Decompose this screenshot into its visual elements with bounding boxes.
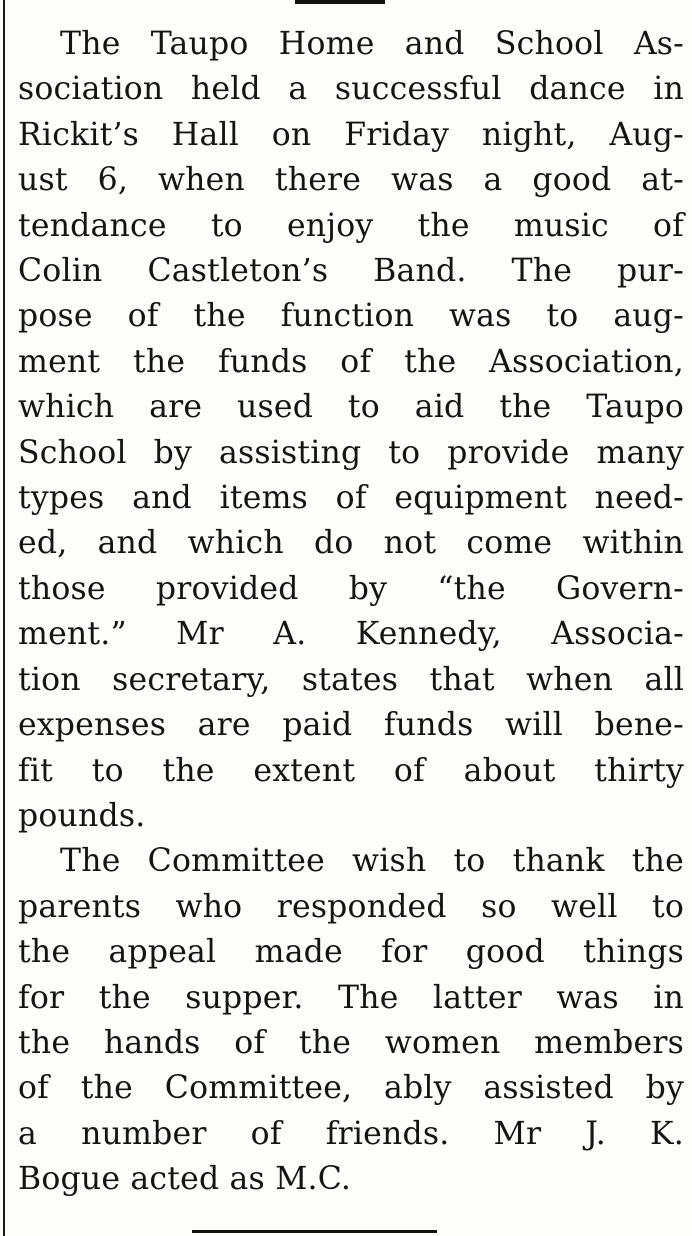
article-body: [18, 22, 684, 1203]
text-line: School by assisting to provide many: [18, 434, 684, 471]
text-line: Rickit’s Hall on Friday night, Aug-: [18, 116, 684, 153]
bottom-separator-rule: [192, 1230, 437, 1233]
text-line: pose of the function was to aug-: [18, 298, 684, 335]
column-rule: [3, 0, 5, 1236]
text-line: those provided by “the Govern-: [18, 570, 684, 607]
text-line: for the supper. The latter was in: [18, 979, 684, 1016]
text-line: Colin Castleton’s Band. The pur-: [18, 253, 684, 290]
text-line: pounds.: [18, 797, 146, 834]
text-line: the appeal made for good things: [18, 934, 684, 971]
text-line: tendance to enjoy the music of: [18, 207, 684, 244]
text-line: of the Committee, ably assisted by: [18, 1070, 684, 1107]
top-separator-rule: [295, 0, 385, 4]
text-line: parents who responded so well to: [18, 888, 684, 925]
text-line: sociation held a successful dance in: [18, 71, 684, 108]
text-line: tion secretary, states that when all: [18, 661, 684, 698]
paragraph-2: [18, 839, 684, 1202]
text-line: ust 6, when there was a good at-: [18, 162, 684, 199]
text-line: ed, and which do not come within: [18, 525, 684, 562]
text-line: Bogue acted as M.C.: [18, 1161, 352, 1198]
text-line: ment.” Mr A. Kennedy, Associa-: [18, 616, 684, 653]
text-line: ment the funds of the Association,: [18, 343, 684, 380]
text-line: types and items of equipment need-: [18, 480, 684, 517]
text-line: The Taupo Home and School As-: [60, 26, 684, 62]
text-line: a number of friends. Mr J. K.: [18, 1115, 684, 1152]
text-line: the hands of the women members: [18, 1024, 684, 1061]
text-line: fit to the extent of about thirty: [18, 752, 684, 789]
text-line: The Committee wish to thank the: [60, 843, 684, 880]
text-line: expenses are paid funds will bene-: [18, 707, 684, 744]
text-line: which are used to aid the Taupo: [18, 389, 684, 426]
paragraph-1: [18, 22, 684, 839]
